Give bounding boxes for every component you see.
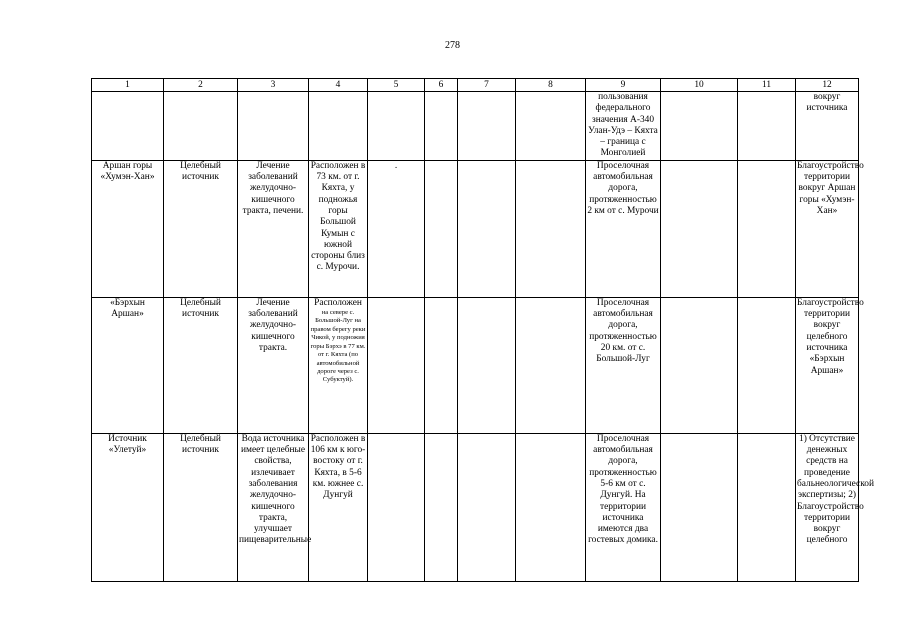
- header-cell: 10: [661, 79, 738, 92]
- table-cell: [164, 92, 238, 161]
- table-cell: Целебный источник: [164, 297, 238, 433]
- table-cell: [516, 160, 586, 297]
- table-cell: Проселочная автомобильная дорога, протяженностью 5-6 км от с. Дунгуй. На территории источника имеются два гостевых домика.: [586, 433, 661, 581]
- table-cell: [309, 92, 368, 161]
- table-row: [92, 297, 859, 433]
- table-cell: [516, 433, 586, 581]
- table-cell: Лечение заболеваний желудочно-кишечного тракта.: [238, 297, 309, 433]
- header-cell: 5: [368, 79, 425, 92]
- table-row: [92, 160, 859, 297]
- cell-text: Расположен: [314, 297, 362, 308]
- table-cell: Благоустройство территории вокруг целебного источника «Бэрхын Аршан»: [796, 297, 859, 433]
- header-cell: 12: [796, 79, 859, 92]
- table-cell: [738, 92, 796, 161]
- header-cell: 11: [738, 79, 796, 92]
- table-cell: [425, 92, 458, 161]
- table-cell: «Бэрхын Аршан»: [92, 297, 164, 433]
- header-cell: 9: [586, 79, 661, 92]
- table-cell: [368, 433, 425, 581]
- table-cell: [458, 160, 516, 297]
- page-number: 278: [445, 40, 460, 51]
- table-cell: Аршан горы «Хумэн-Хан»: [92, 160, 164, 297]
- table-cell: [425, 297, 458, 433]
- table-cell: [661, 433, 738, 581]
- table-cell: 1) Отсутствие денежных средств на проведение бальнеологической экспертизы; 2) Благоустройство территории вокруг целебного: [796, 433, 859, 581]
- table-cell: [458, 433, 516, 581]
- table-cell: [425, 433, 458, 581]
- header-row: [92, 79, 859, 92]
- table-cell: Целебный источник: [164, 160, 238, 297]
- table-cell: пользования федерального значения А-340 Улан-Удэ – Кяхта – граница с Монголией: [586, 92, 661, 161]
- table-cell: Расположен в 106 км к юго-востоку от г. Кяхта, в 5-6 км. южнее с. Дунгуй: [309, 433, 368, 581]
- table-cell: Вода источника имеет целебные свойства, излечивает заболевания желудочно-кишечного тракта, улучшает пищеварительные: [238, 433, 309, 581]
- table-row: [92, 92, 859, 161]
- header-cell: 3: [238, 79, 309, 92]
- table-cell: Благоустройство территории вокруг Аршан горы «Хумэн-Хан»: [796, 160, 859, 297]
- header-cell: 2: [164, 79, 238, 92]
- table-cell: [238, 92, 309, 161]
- header-cell: 1: [92, 79, 164, 92]
- header-cell: 6: [425, 79, 458, 92]
- table-cell: [661, 92, 738, 161]
- table-cell: .: [368, 160, 425, 297]
- table-cell: вокруг источника: [796, 92, 859, 161]
- table-cell: [738, 433, 796, 581]
- table-cell: [516, 92, 586, 161]
- table-cell: Расположен в 73 км. от г. Кяхта, у подножья горы Большой Кумын с южной стороны близ с. Мурочи.: [309, 160, 368, 297]
- table-cell: [661, 297, 738, 433]
- table-cell: [368, 297, 425, 433]
- table-cell: [309, 297, 368, 433]
- header-cell: 4: [309, 79, 368, 92]
- table-cell: [661, 160, 738, 297]
- table-cell: [516, 297, 586, 433]
- table-cell: [425, 160, 458, 297]
- table-row: [92, 433, 859, 581]
- table-cell: Проселочная автомобильная дорога, протяженностью 2 км от с. Мурочи: [586, 160, 661, 297]
- table-cell: [458, 297, 516, 433]
- table-cell: Источник «Улетуй»: [92, 433, 164, 581]
- header-cell: 8: [516, 79, 586, 92]
- table-cell: [92, 92, 164, 161]
- table-cell: [458, 92, 516, 161]
- table-cell: [738, 297, 796, 433]
- cell-text-small: на севере с. Большой-Луг на правом берегу реки Чикой, у подножия горы Бэрхэ в 77 км. от г. Кяхта (по автомобильной дороге через с. Субуктуй).: [310, 309, 366, 384]
- table-cell: Лечение заболеваний желудочно-кишечного тракта, печени.: [238, 160, 309, 297]
- header-cell: 7: [458, 79, 516, 92]
- table-cell: Целебный источник: [164, 433, 238, 581]
- table-cell: Проселочная автомобильная дорога, протяженностью 20 км. от с. Большой-Луг: [586, 297, 661, 433]
- table-cell: [738, 160, 796, 297]
- table-cell: [368, 92, 425, 161]
- data-table: [91, 78, 874, 582]
